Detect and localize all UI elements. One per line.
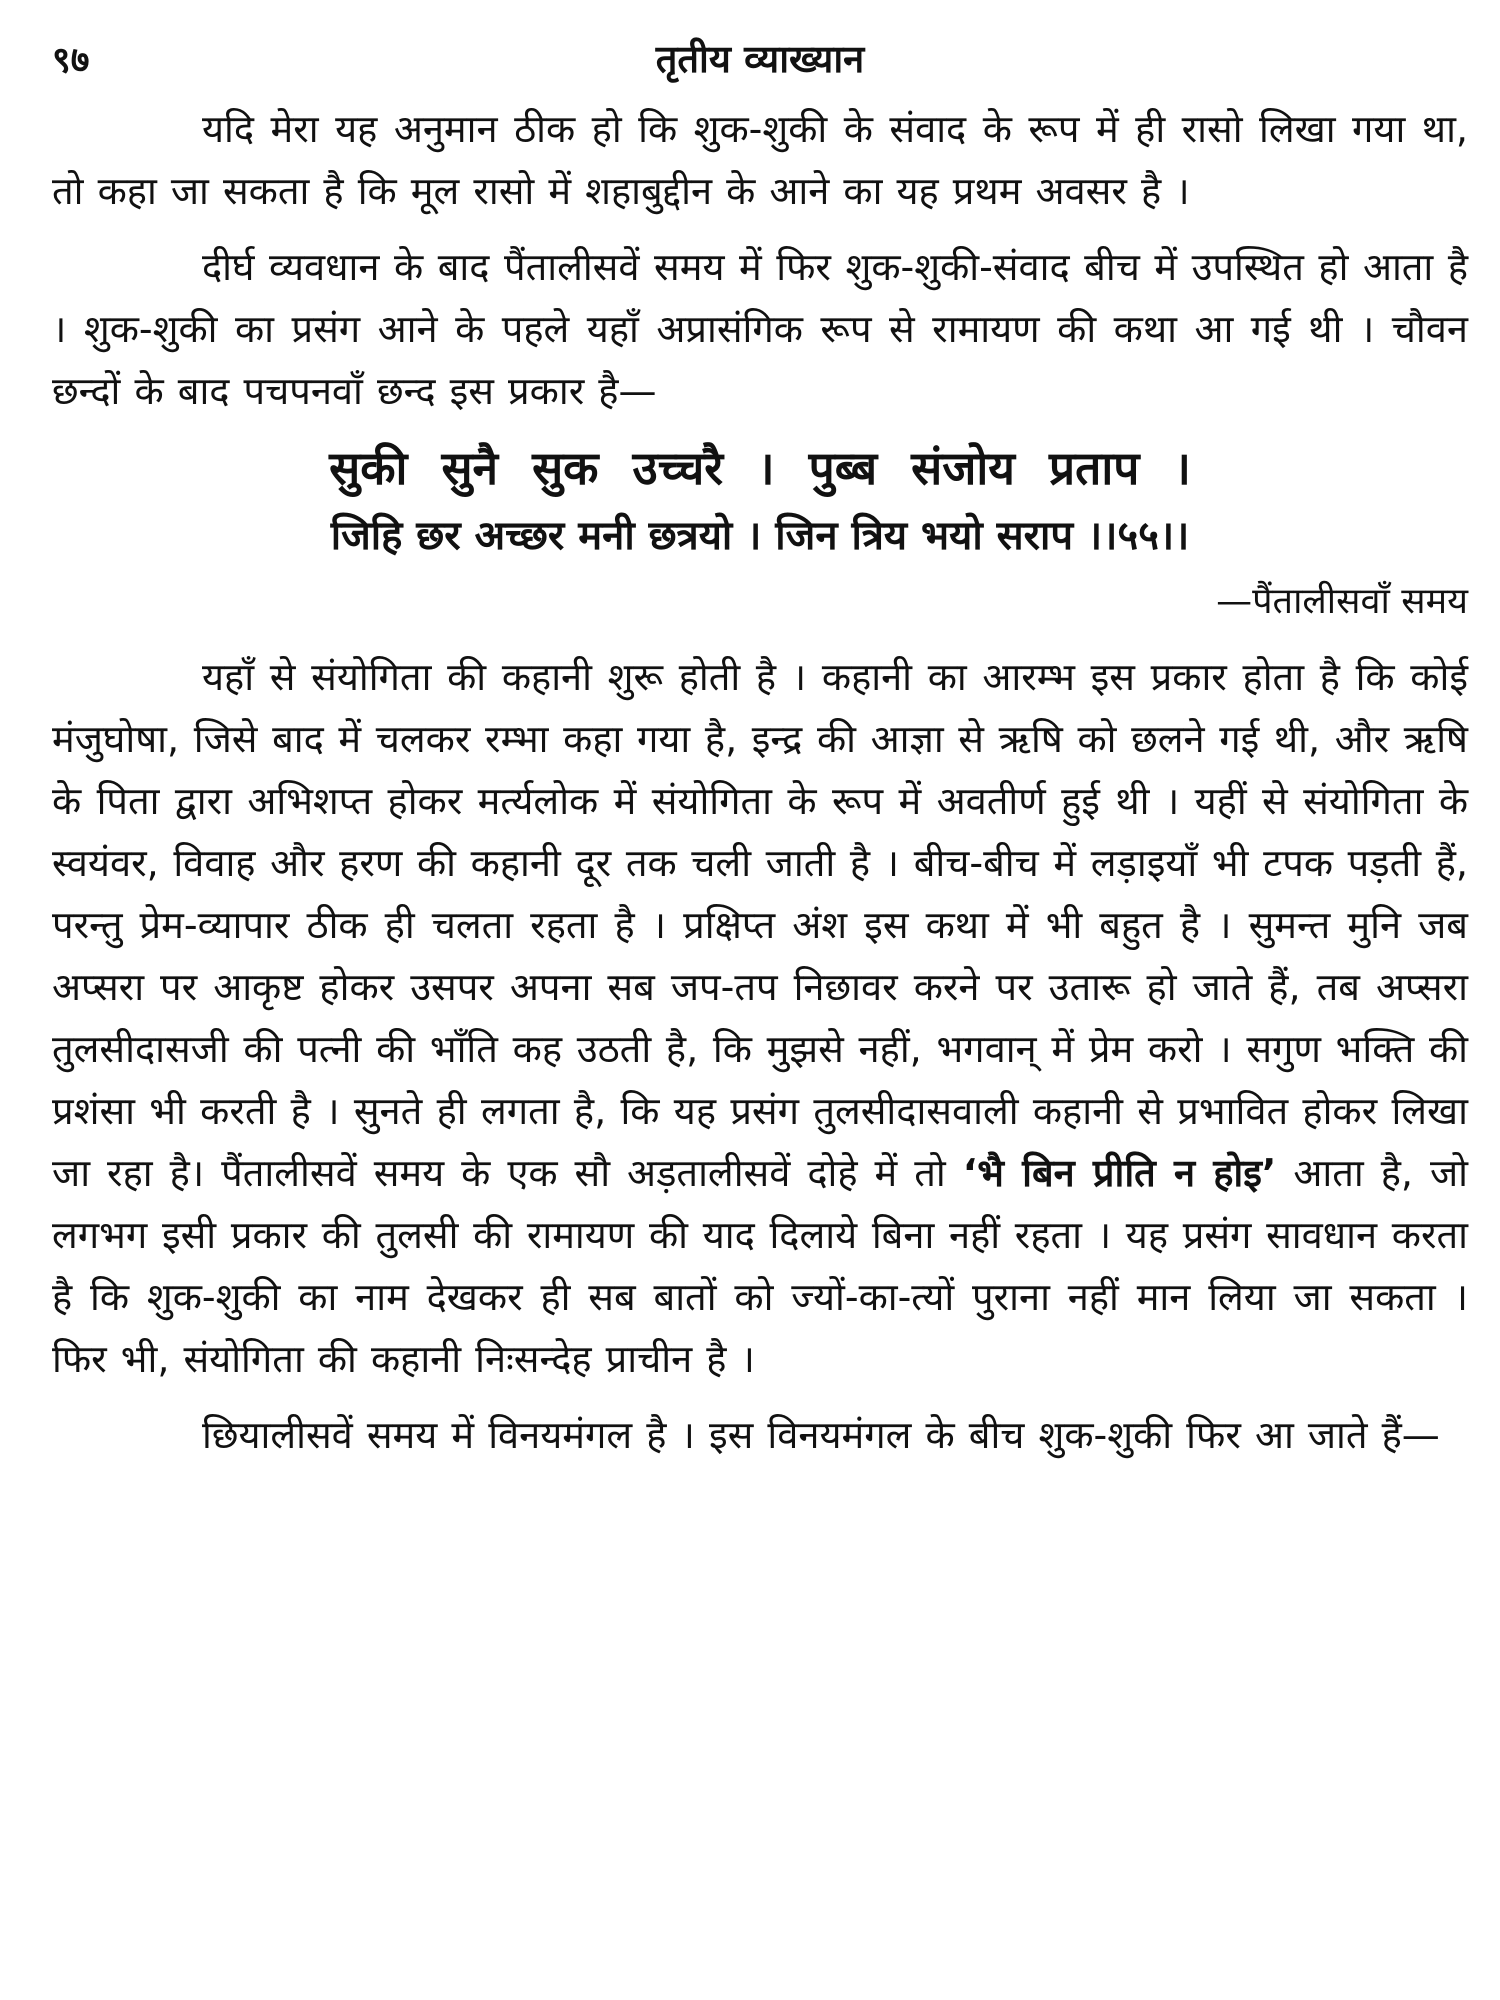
- paragraph-2: दीर्घ व्यवधान के बाद पैंतालीसवें समय में फिर शुक-शुकी-संवाद बीच में उपस्थित हो आता है । शुक-शुकी का प्रसंग आने के पहले यहाँ अप्रासंगिक रूप से रामायण की कथा आ गई थी । चौवन छन्दों के बाद पचपनवाँ छन्द इस प्रकार है—: [52, 245, 1468, 413]
- running-title: तृतीय व्याख्यान: [655, 37, 865, 81]
- paragraph-3-text: यहाँ से संयोगिता की कहानी शुरू होती है । कहानी का आरम्भ इस प्रकार होता है कि कोई मंजुघोषा, जिसे बाद में चलकर रम्भा कहा गया है, इन्द्र की आज्ञा से ऋषि को छलने गई थी, और ऋषि के पिता द्वारा अभिशप्त होकर मर्त्यलोक में संयोगिता के रूप में अवतीर्ण हुई थी । यहीं से संयोगिता के स्वयंवर, विवाह और हरण की कहानी दूर तक चली जाती है । बीच-बीच में लड़ाइयाँ भी टपक पड़ती हैं, परन्तु प्रेम-व्यापार ठीक ही चलता रहता है । प्रक्षिप्त अंश इस कथा में भी बहुत है । सुमन्त मुनि जब अप्सरा पर आकृष्ट होकर उसपर अपना सब जप-तप निछावर करने पर उतारू हो जाते हैं, तब अप्सरा तुलसीदासजी की पत्नी की भाँति कह उठती है, कि मुझसे नहीं, भगवान् में प्रेम करो । सगुण भक्ति की प्रशंसा भी करती है । सुनते ही लगता है, कि यह प्रसंग तुलसीदासवाली कहानी से प्रभावित होकर लिखा जा रहा है। पैंतालीसवें समय के एक सौ अड़तालीसवें दोहे में तो: [52, 655, 1468, 1195]
- document-page: [52, 28, 1468, 1978]
- verse-line-1: सुकी सुनै सुक उच्चरै । पुब्ब संजोय प्रताप ।: [329, 441, 1191, 495]
- paragraph-3-end: आता है, जो लगभग इसी प्रकार की तुलसी की रामायण की याद दिलाये बिना नहीं रहता । यह प्रसंग सावधान करता है कि शुक-शुकी का नाम देखकर ही सब बातों को ज्यों-का-त्यों पुराना नहीं मान लिया जा सकता । फिर भी, संयोगिता की कहानी निःसन्देह प्राचीन है ।: [52, 1151, 1468, 1381]
- verse-line-2: जिहि छर अच्छर मनी छत्रयो । जिन त्रिय भयो सराप ।।५५।।: [330, 513, 1190, 559]
- paragraph-4: छियालीसवें समय में विनयमंगल है । इस विनयमंगल के बीच शुक-शुकी फिर आ जाते हैं—: [202, 1413, 1440, 1457]
- page-number: ९७: [52, 40, 90, 81]
- verse-block: [52, 432, 1468, 568]
- paragraph-1: यदि मेरा यह अनुमान ठीक हो कि शुक-शुकी के संवाद के रूप में ही रासो लिखा गया था, तो कहा जा सकता है कि मूल रासो में शहाबुद्दीन के आने का यह प्रथम अवसर है ।: [52, 107, 1468, 213]
- paragraph-3: [52, 646, 1468, 1390]
- quoted-phrase: ‘भै बिन प्रीति न होइ’: [962, 1151, 1277, 1195]
- verse-source: —पैंतालीसवाँ समय: [1216, 581, 1468, 622]
- page-header: [52, 28, 1468, 98]
